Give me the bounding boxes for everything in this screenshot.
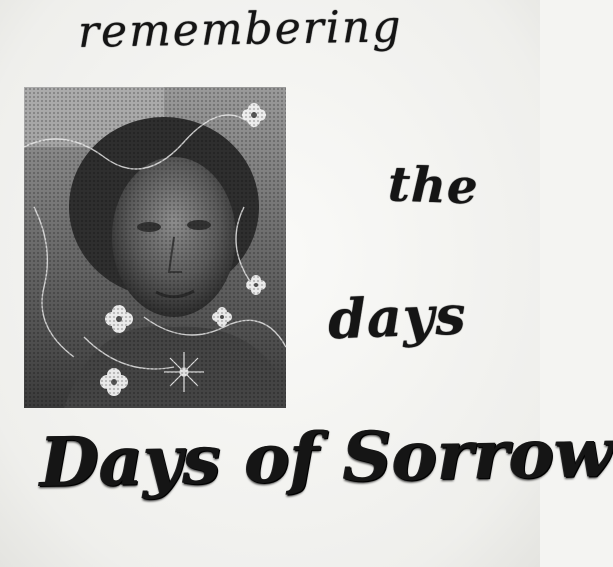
title-days-of-sorrow: Days of Sorrow bbox=[39, 413, 613, 503]
portrait-photo bbox=[24, 87, 286, 408]
title-the: the bbox=[387, 156, 480, 216]
title-days: days bbox=[326, 282, 468, 352]
title-remembering: remembering bbox=[77, 1, 403, 58]
portrait-image bbox=[24, 87, 286, 408]
